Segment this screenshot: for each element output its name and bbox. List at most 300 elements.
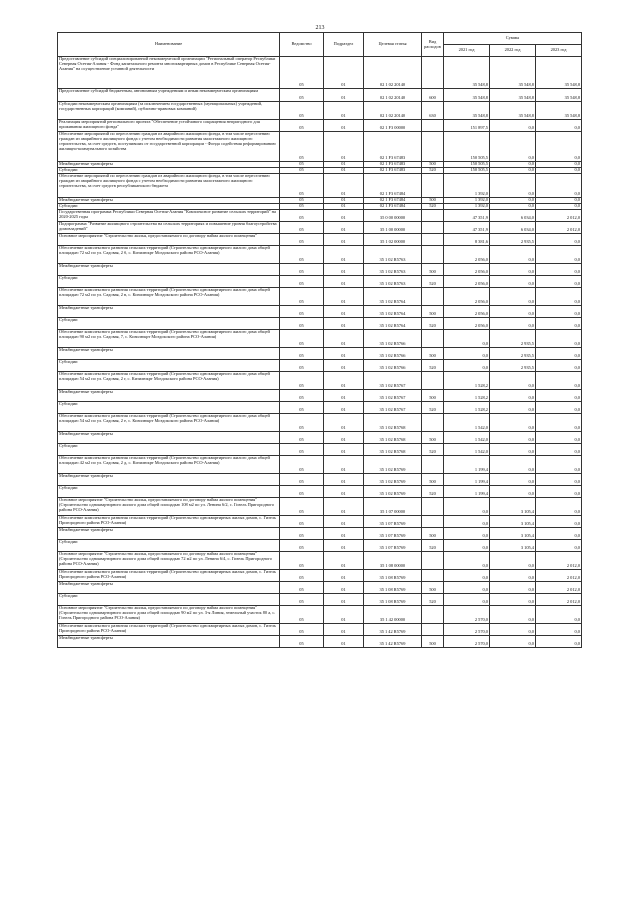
row-expense-type: 500 [422, 636, 444, 648]
row-2022: 0,0 [490, 276, 536, 288]
row-name: Субсидии [58, 276, 280, 288]
budget-table [57, 32, 582, 648]
row-2023: 0,0 [536, 162, 582, 168]
row-subsection: 01 [324, 582, 364, 594]
row-ved: 05 [280, 594, 324, 606]
row-2022: 0,0 [490, 264, 536, 276]
row-2023: 35 548,8 [536, 89, 582, 102]
row-expense-type: 500 [422, 198, 444, 204]
row-subsection: 01 [324, 330, 364, 348]
row-2022: 0,0 [490, 246, 536, 264]
row-name: Субсидии [58, 168, 280, 174]
row-subsection: 01 [324, 528, 364, 540]
row-name: Межбюджетные трансферты [58, 198, 280, 204]
row-expense-type: 500 [422, 306, 444, 318]
row-2023: 0,0 [536, 498, 582, 516]
row-2022: 2 935,5 [490, 330, 536, 348]
row-2022: 0,0 [490, 204, 536, 210]
row-name: Подпрограмма "Развитие жилищного строительства на сельских территориях и повышение уровня благоустройства домовладений" [58, 222, 280, 234]
row-expense-type: 520 [422, 486, 444, 498]
row-2021: 1 199,4 [444, 456, 490, 474]
table-row [58, 210, 582, 222]
row-expense-type [422, 516, 444, 528]
row-ved: 05 [280, 390, 324, 402]
row-2021: 8 381,6 [444, 234, 490, 246]
row-ved: 05 [280, 168, 324, 174]
row-name: Межбюджетные трансферты [58, 636, 280, 648]
row-target: 35 1 08 R5769 [364, 570, 422, 582]
row-ved: 05 [280, 360, 324, 372]
row-ved: 05 [280, 318, 324, 330]
row-2021: 0,0 [444, 528, 490, 540]
row-name: Субсидии некоммерческим организациям (за исключением государственных (муниципальных) учреждений, государственных корпораций (компаний), публично-правовых компаний) [58, 102, 280, 120]
row-expense-type [422, 234, 444, 246]
row-ved: 05 [280, 402, 324, 414]
row-2022: 2 935,5 [490, 348, 536, 360]
row-2021: 2 056,0 [444, 264, 490, 276]
row-subsection: 01 [324, 486, 364, 498]
row-name: Межбюджетные трансферты [58, 390, 280, 402]
row-2022: 0,0 [490, 168, 536, 174]
row-2021: 2 056,0 [444, 276, 490, 288]
row-subsection: 01 [324, 456, 364, 474]
row-2021: 1 392,0 [444, 174, 490, 198]
row-2023: 0,0 [536, 132, 582, 162]
row-2021: 0,0 [444, 594, 490, 606]
row-ved: 05 [280, 89, 324, 102]
header-2023: 2023 год [536, 45, 582, 57]
row-target: 35 1 00 00000 [364, 222, 422, 234]
row-expense-type: 630 [422, 102, 444, 120]
row-2022: 0,0 [490, 132, 536, 162]
row-ved: 05 [280, 222, 324, 234]
row-target: 35 1 02 R5766 [364, 360, 422, 372]
page-number: 213 [315, 25, 325, 31]
row-expense-type: 500 [422, 348, 444, 360]
row-target: 35 1 02 R5767 [364, 390, 422, 402]
row-name: Обеспечение комплексного развития сельских территорий (Строительство одноквартирного жилого дома общей площадью 72 м2 по ул. Садовая, 2 б, с. Кизилюкрт Моздокского района РСО-Алания) [58, 246, 280, 264]
row-ved: 05 [280, 624, 324, 636]
row-name: Межбюджетные трансферты [58, 264, 280, 276]
header-subsection: Подраздел [324, 33, 364, 57]
row-subsection: 01 [324, 570, 364, 582]
row-expense-type [422, 624, 444, 636]
row-2022: 0,0 [490, 636, 536, 648]
row-name: Основное мероприятие "Строительство жилья, предоставляемого по договору найма жилого помещения" (Строительство одноквартирного жилого дома общей площадью 108 м2 по ул. Ленина 6/2, с. Гизель Пригородного района РСО-Алания) [58, 498, 280, 516]
row-target: 35 1 07 R5769 [364, 540, 422, 552]
row-subsection: 01 [324, 120, 364, 132]
table-row [58, 276, 582, 288]
row-ved: 05 [280, 198, 324, 204]
row-2023: 0,0 [536, 330, 582, 348]
table-header [58, 33, 582, 57]
row-2021: 0,0 [444, 516, 490, 528]
row-ved: 05 [280, 414, 324, 432]
row-expense-type: 520 [422, 276, 444, 288]
row-2021: 1 528,2 [444, 402, 490, 414]
row-target: 35 1 02 R5768 [364, 432, 422, 444]
row-ved: 05 [280, 120, 324, 132]
row-name: Субсидии [58, 318, 280, 330]
row-2022: 0,0 [490, 474, 536, 486]
row-subsection: 01 [324, 234, 364, 246]
row-2021: 2 570,0 [444, 636, 490, 648]
row-2023: 0,0 [536, 276, 582, 288]
row-name: Межбюджетные трансферты [58, 162, 280, 168]
row-subsection: 01 [324, 162, 364, 168]
row-expense-type [422, 606, 444, 624]
row-target: 35 1 02 R5769 [364, 486, 422, 498]
row-2021: 0,0 [444, 330, 490, 348]
row-target: 35 1 02 R5769 [364, 474, 422, 486]
row-subsection: 01 [324, 264, 364, 276]
row-target: 35 1 02 R5767 [364, 402, 422, 414]
row-subsection: 01 [324, 474, 364, 486]
table-row [58, 432, 582, 444]
row-2021: 0,0 [444, 582, 490, 594]
row-2022: 0,0 [490, 120, 536, 132]
row-name: Субсидии [58, 540, 280, 552]
row-2022: 0,0 [490, 402, 536, 414]
row-2021: 1 528,2 [444, 372, 490, 390]
table-row [58, 360, 582, 372]
row-name: Обеспечение комплексного развития сельских территорий (Строительство одноквартирного жилого дома общей площадью 72 м2 по ул. Садовая, 2 в, с. Кизилюкрт Моздокского района РСО-Алания) [58, 288, 280, 306]
row-expense-type: 500 [422, 432, 444, 444]
row-ved: 05 [280, 162, 324, 168]
row-target: 35 1 07 00000 [364, 498, 422, 516]
row-2021: 1 542,0 [444, 444, 490, 456]
row-expense-type: 520 [422, 540, 444, 552]
row-2021: 1 392,0 [444, 198, 490, 204]
row-name: Обеспечение комплексного развития сельских территорий (Строительство одноквартирного жилого дома общей площадью 54 м2 по ул. Садовая, 2 г, с. Кизилюкрт Моздокского района РСО-Алания) [58, 372, 280, 390]
row-2021: 0,0 [444, 540, 490, 552]
row-target: 35 1 02 R5763 [364, 264, 422, 276]
row-ved: 05 [280, 636, 324, 648]
table-row [58, 498, 582, 516]
row-2022: 6 034,0 [490, 210, 536, 222]
table-row [58, 456, 582, 474]
header-2021: 2021 год [444, 45, 490, 57]
row-2023: 0,0 [536, 636, 582, 648]
row-ved: 05 [280, 288, 324, 306]
row-name: Обеспечение мероприятий по переселению граждан из аварийного жилищного фонда, в том числе переселению граждан из аварийного жилищного фонда с учетом необходимости развития малоэтажного жилищного строительства, за счет средств республиканского бюджета [58, 174, 280, 198]
row-expense-type: 500 [422, 528, 444, 540]
row-ved: 05 [280, 474, 324, 486]
row-subsection: 01 [324, 414, 364, 432]
row-target: 02 1 F3 67483 [364, 168, 422, 174]
row-2022: 0,0 [490, 570, 536, 582]
row-ved: 05 [280, 57, 324, 89]
row-subsection: 01 [324, 516, 364, 528]
row-name: Основное мероприятие "Строительство жилья, предоставляемого по договору найма жилого помещения" (Строительство одноквартирного жилого дома общей площадью 72 м2 по ул. Ленина 6/4, с. Гизель Пригородного района РСО-Алания) [58, 552, 280, 570]
header-name: Наименование [58, 33, 280, 57]
row-subsection: 01 [324, 402, 364, 414]
row-2021: 1 199,4 [444, 486, 490, 498]
row-target: 35 1 02 R5764 [364, 318, 422, 330]
row-expense-type: 520 [422, 402, 444, 414]
row-ved: 05 [280, 246, 324, 264]
header-expense-type: Вид расходов [422, 33, 444, 57]
row-subsection: 01 [324, 372, 364, 390]
row-target: 35 0 00 00000 [364, 210, 422, 222]
row-target: 35 1 07 R5769 [364, 528, 422, 540]
row-name: Межбюджетные трансферты [58, 348, 280, 360]
table-row [58, 89, 582, 102]
row-name: Обеспечение мероприятий по переселению граждан из аварийного жилищного фонда, в том числе переселению граждан из аварийного жилищного фонда с учетом необходимости развития малоэтажного жилищного строительства, за счет средств, поступивших от государственной корпорации - Фонда содействия реформированию жилищно-коммунального хозяйства [58, 132, 280, 162]
row-name: Обеспечение комплексного развития сельских территорий (Строительство одноквартирных жилых домов, с. Гизель Пригородного района РСО-Алания) [58, 570, 280, 582]
row-target: 02 1 02 20140 [364, 57, 422, 89]
header-target: Целевая статья [364, 33, 422, 57]
row-target: 35 1 08 R5769 [364, 582, 422, 594]
row-target: 35 1 02 R5763 [364, 246, 422, 264]
row-2021: 2 570,0 [444, 606, 490, 624]
row-subsection: 01 [324, 348, 364, 360]
row-ved: 05 [280, 102, 324, 120]
row-expense-type [422, 57, 444, 89]
table-row [58, 528, 582, 540]
row-target: 35 1 02 R5764 [364, 306, 422, 318]
row-2023: 0,0 [536, 246, 582, 264]
row-ved: 05 [280, 234, 324, 246]
table-row [58, 516, 582, 528]
row-subsection: 01 [324, 306, 364, 318]
row-subsection: 01 [324, 168, 364, 174]
row-2021: 151 897,5 [444, 120, 490, 132]
row-2023: 0,0 [536, 390, 582, 402]
row-2021: 1 528,2 [444, 390, 490, 402]
row-2023: 0,0 [536, 540, 582, 552]
row-ved: 05 [280, 552, 324, 570]
row-2021: 35 548,8 [444, 57, 490, 89]
row-expense-type: 520 [422, 204, 444, 210]
row-2021: 2 056,0 [444, 306, 490, 318]
table-row [58, 606, 582, 624]
row-2022: 0,0 [490, 606, 536, 624]
row-name: Предоставление субсидий специализированной некоммерческой организации "Региональный оператор Республики Северная Осетия-Алания - Фонд капитального ремонта многоквартирных домов в Республике Северная Осетия-Алания" на осуществление уставной деятельности [58, 57, 280, 89]
row-2022: 0,0 [490, 432, 536, 444]
row-name: Основное мероприятие "Строительство жилья, предоставляемого по договору найма жилого помещения" (Строительство одноквартирного жилого дома общей площадью 90 м2 по ул. 3-я Линия, земельный участок 80 а, с. Гизель Пригородного района РСО-Алания) [58, 606, 280, 624]
row-subsection: 01 [324, 624, 364, 636]
row-2023: 0,0 [536, 120, 582, 132]
row-name: Обеспечение комплексного развития сельских территорий (Строительство одноквартирных жилых домов, с. Гизель Пригородного района РСО-Алания) [58, 624, 280, 636]
table-row [58, 594, 582, 606]
row-subsection: 01 [324, 198, 364, 204]
row-ved: 05 [280, 498, 324, 516]
row-ved: 05 [280, 528, 324, 540]
table-row [58, 246, 582, 264]
row-subsection: 01 [324, 174, 364, 198]
row-2023: 0,0 [536, 432, 582, 444]
row-name: Реализация мероприятий регионального проекта "Обеспечение устойчивого сокращения непригодного для проживания жилищного фонда" [58, 120, 280, 132]
row-subsection: 01 [324, 57, 364, 89]
row-name: Обеспечение комплексного развития сельских территорий (Строительство одноквартирного жилого дома общей площадью 54 м2 по ул. Садовая, 2 е, с. Кизилюкрт Моздокского района РСО-Алания) [58, 414, 280, 432]
row-ved: 05 [280, 516, 324, 528]
row-ved: 05 [280, 372, 324, 390]
row-2022: 3 105,4 [490, 498, 536, 516]
table-body [58, 57, 582, 648]
row-ved: 05 [280, 606, 324, 624]
row-2022: 0,0 [490, 444, 536, 456]
row-name: Основное мероприятие "Строительство жилья, предоставляемого по договору найма жилого помещения" [58, 234, 280, 246]
row-ved: 05 [280, 540, 324, 552]
row-2022: 2 935,5 [490, 234, 536, 246]
row-2023: 0,0 [536, 372, 582, 390]
table-row [58, 306, 582, 318]
row-expense-type [422, 132, 444, 162]
table-row [58, 222, 582, 234]
row-ved: 05 [280, 456, 324, 474]
table-row [58, 570, 582, 582]
row-expense-type [422, 288, 444, 306]
row-name: Субсидии [58, 402, 280, 414]
row-expense-type: 520 [422, 444, 444, 456]
table-row [58, 486, 582, 498]
row-ved: 05 [280, 444, 324, 456]
row-ved: 05 [280, 348, 324, 360]
row-subsection: 01 [324, 102, 364, 120]
row-2023: 0,0 [536, 528, 582, 540]
row-target: 35 1 02 R5767 [364, 372, 422, 390]
row-2021: 47 351,9 [444, 222, 490, 234]
table-row [58, 402, 582, 414]
row-2023: 0,0 [536, 456, 582, 474]
table-row [58, 540, 582, 552]
row-2021: 1 199,4 [444, 474, 490, 486]
row-expense-type: 520 [422, 168, 444, 174]
table-row [58, 582, 582, 594]
row-2023: 2 012,0 [536, 594, 582, 606]
row-subsection: 01 [324, 360, 364, 372]
row-2023: 0,0 [536, 168, 582, 174]
row-subsection: 01 [324, 276, 364, 288]
row-2022: 3 105,4 [490, 516, 536, 528]
row-2021: 35 548,8 [444, 102, 490, 120]
row-target: 35 1 07 R5769 [364, 516, 422, 528]
row-2022: 0,0 [490, 198, 536, 204]
row-ved: 05 [280, 264, 324, 276]
row-name: Предоставление субсидий бюджетным, автономным учреждениям и иным некоммерческим организациям [58, 89, 280, 102]
row-2022: 0,0 [490, 582, 536, 594]
row-expense-type [422, 246, 444, 264]
row-subsection: 01 [324, 636, 364, 648]
row-subsection: 01 [324, 390, 364, 402]
header-sums: Суммы [444, 33, 582, 45]
row-2022: 0,0 [490, 162, 536, 168]
row-2021: 0,0 [444, 360, 490, 372]
row-expense-type: 520 [422, 594, 444, 606]
row-ved: 05 [280, 306, 324, 318]
row-2023: 0,0 [536, 198, 582, 204]
row-target: 02 1 F3 67484 [364, 174, 422, 198]
row-name: Обеспечение комплексного развития сельских территорий (Строительство одноквартирного жилого дома общей площадью 90 м2 по ул. Садовая, 7, с. Кизилюкрт Моздокского района РСО-Алания) [58, 330, 280, 348]
row-target: 02 1 02 20140 [364, 102, 422, 120]
row-2021: 150 505,5 [444, 132, 490, 162]
row-subsection: 01 [324, 222, 364, 234]
row-expense-type [422, 174, 444, 198]
row-2021: 1 542,0 [444, 432, 490, 444]
row-2021: 150 505,5 [444, 168, 490, 174]
row-target: 02 1 F3 67484 [364, 204, 422, 210]
table-row [58, 264, 582, 276]
row-2023: 0,0 [536, 474, 582, 486]
row-2021: 2 056,0 [444, 318, 490, 330]
row-2023: 35 548,8 [536, 57, 582, 89]
row-2023: 2 012,0 [536, 222, 582, 234]
row-2023: 0,0 [536, 306, 582, 318]
row-expense-type: 500 [422, 474, 444, 486]
row-expense-type [422, 570, 444, 582]
row-ved: 05 [280, 582, 324, 594]
row-target: 35 1 42 R5769 [364, 624, 422, 636]
table-row [58, 390, 582, 402]
row-expense-type: 520 [422, 360, 444, 372]
row-ved: 05 [280, 486, 324, 498]
row-2023: 0,0 [536, 204, 582, 210]
table-row [58, 552, 582, 570]
row-subsection: 01 [324, 552, 364, 570]
row-subsection: 01 [324, 288, 364, 306]
row-2021: 47 351,9 [444, 210, 490, 222]
row-2021: 2 056,0 [444, 246, 490, 264]
row-2022: 6 034,0 [490, 222, 536, 234]
row-name: Межбюджетные трансферты [58, 432, 280, 444]
row-2023: 2 012,0 [536, 582, 582, 594]
row-subsection: 01 [324, 246, 364, 264]
row-expense-type [422, 372, 444, 390]
row-name: Обеспечение комплексного развития сельских территорий (Строительство одноквартирного жилого дома общей площадью 42 м2 по ул. Садовая, 2 д, с. Кизилюкрт Моздокского района РСО-Алания) [58, 456, 280, 474]
row-expense-type [422, 552, 444, 570]
row-target: 35 1 08 00000 [364, 552, 422, 570]
row-2023: 0,0 [536, 624, 582, 636]
row-2022: 35 548,8 [490, 89, 536, 102]
row-expense-type [422, 498, 444, 516]
row-subsection: 01 [324, 594, 364, 606]
row-2022: 0,0 [490, 624, 536, 636]
row-expense-type [422, 414, 444, 432]
row-target: 35 1 02 R5768 [364, 414, 422, 432]
row-name: Межбюджетные трансферты [58, 582, 280, 594]
row-name: Межбюджетные трансферты [58, 528, 280, 540]
header-2022: 2022 год [490, 45, 536, 57]
row-2021: 2 570,0 [444, 624, 490, 636]
row-expense-type [422, 330, 444, 348]
table-row [58, 318, 582, 330]
row-2022: 0,0 [490, 288, 536, 306]
row-ved: 05 [280, 132, 324, 162]
row-2022: 0,0 [490, 414, 536, 432]
table-row [58, 414, 582, 432]
row-2021: 1 392,0 [444, 204, 490, 210]
row-ved: 05 [280, 210, 324, 222]
row-2023: 0,0 [536, 606, 582, 624]
row-target: 35 1 02 R5768 [364, 444, 422, 456]
header-ved: Ведомство [280, 33, 324, 57]
row-subsection: 01 [324, 498, 364, 516]
row-2023: 0,0 [536, 444, 582, 456]
row-2023: 0,0 [536, 486, 582, 498]
row-ved: 05 [280, 174, 324, 198]
table-row [58, 57, 582, 89]
row-2023: 0,0 [536, 414, 582, 432]
row-2021: 0,0 [444, 552, 490, 570]
table-row [58, 348, 582, 360]
row-expense-type: 500 [422, 264, 444, 276]
row-subsection: 01 [324, 540, 364, 552]
table-row [58, 444, 582, 456]
row-2022: 0,0 [490, 372, 536, 390]
row-target: 02 1 F3 67484 [364, 198, 422, 204]
row-name: Субсидии [58, 594, 280, 606]
